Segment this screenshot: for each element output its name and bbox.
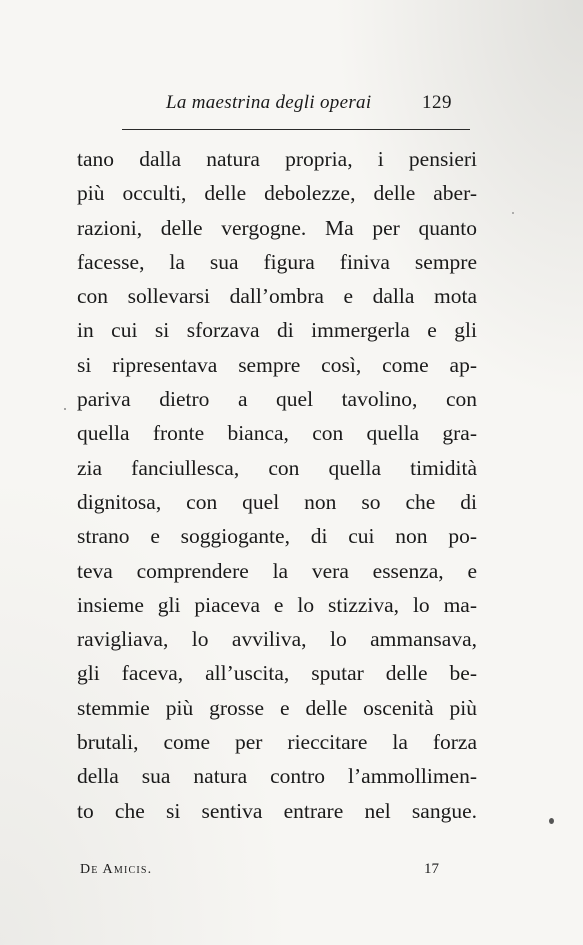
text-line: ravigliava, lo avviliva, lo ammansava, xyxy=(77,627,477,652)
text-line: più occulti, delle debolezze, delle aber- xyxy=(77,181,477,206)
text-line: pariva dietro a quel tavolino, con xyxy=(77,387,477,412)
paper-speck xyxy=(549,818,554,824)
text-line: tano dalla natura propria, i pensieri xyxy=(77,147,477,171)
text-line: dignitosa, con quel non so che di xyxy=(77,489,477,514)
running-title: La maestrina degli operai xyxy=(166,92,372,113)
text-line: si ripresentava sempre così, come ap- xyxy=(77,352,477,377)
text-line: teva comprendere la vera essenza, e xyxy=(77,558,477,583)
page-number: 129 xyxy=(422,92,452,113)
text-line: in cui si sforzava di immergerla e gli xyxy=(77,318,477,343)
text-line: zia fanciullesca, con quella timidità xyxy=(77,455,477,480)
text-line: con sollevarsi dall’ombra e dalla mota xyxy=(77,284,477,309)
signature-number: 17 xyxy=(424,861,439,877)
text-line: strano e soggiogante, di cui non po- xyxy=(77,524,477,549)
text-line: brutali, come per rieccitare la forza xyxy=(77,730,477,755)
body-text xyxy=(77,142,477,828)
text-line: facesse, la sua figura finiva sempre xyxy=(77,249,477,274)
text-line: to che si sentiva entrare nel sangue. xyxy=(77,798,477,823)
text-line: stemmie più grosse e delle oscenità più xyxy=(77,695,477,720)
author-signature: De Amicis. xyxy=(80,862,153,877)
text-line: insieme gli piaceva e lo stizziva, lo ma- xyxy=(77,592,477,617)
paper-speck xyxy=(512,212,514,214)
text-line: razioni, delle vergogne. Ma per quanto xyxy=(77,215,477,240)
running-head xyxy=(166,92,486,120)
text-line: quella fronte bianca, con quella gra- xyxy=(77,421,477,446)
header-rule xyxy=(122,129,470,130)
text-line: gli faceva, all’uscita, sputar delle be- xyxy=(77,661,477,686)
paper-speck xyxy=(64,408,66,410)
text-line: della sua natura contro l’ammollimen- xyxy=(77,764,477,789)
